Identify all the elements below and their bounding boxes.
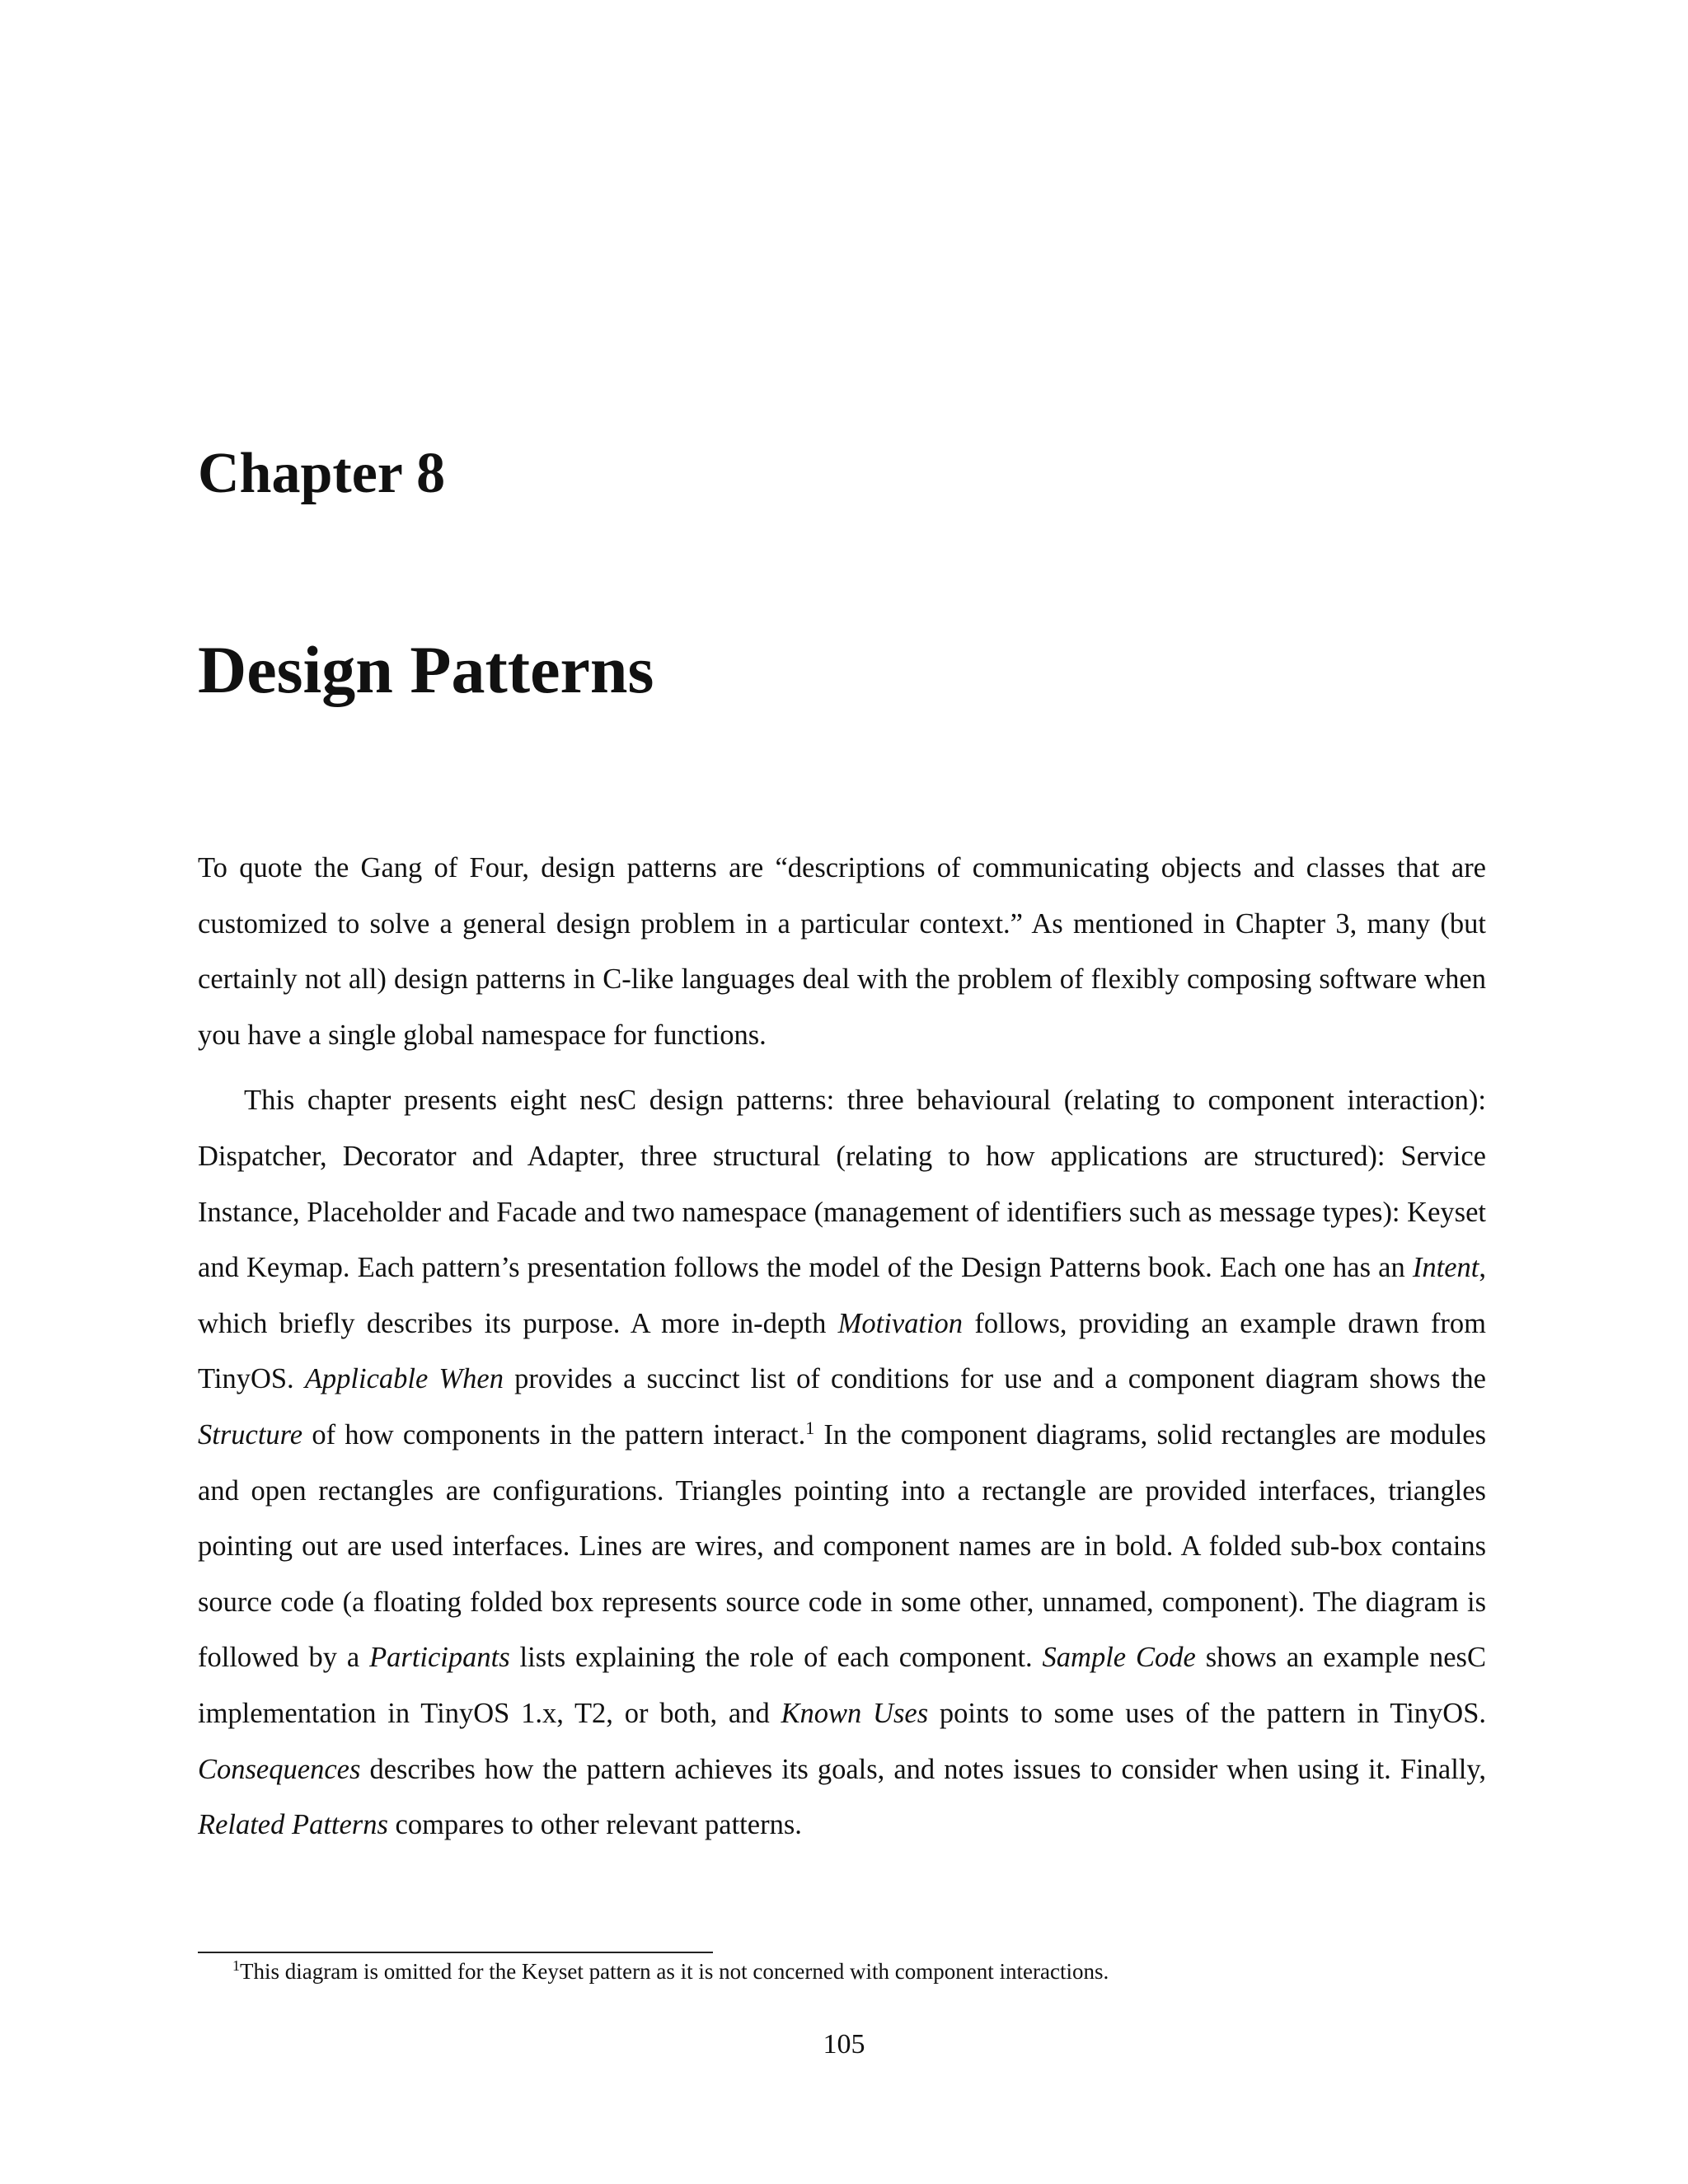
text-run: shows an example nesC implementation in TinyOS 1.x, T2, or both, and: [198, 1642, 1486, 1729]
paragraph-overview: [198, 1073, 1486, 1853]
text-run: points to some uses of the pattern in TinyOS.: [939, 1697, 1487, 1729]
term-related-patterns: Related Patterns: [198, 1809, 388, 1841]
footnote-text: This diagram is omitted for the Keyset pattern as it is not concerned with component interactions.: [240, 1959, 1109, 1984]
text-run: compares to other relevant patterns.: [395, 1809, 802, 1841]
paragraph-intro: To quote the Gang of Four, design patterns are “descriptions of communicating objects and classes that are customized to solve a general design problem in a particular context.” As mentioned in Chapter 3, many (but certainly not all) design patterns in C-like languages deal with the problem of flexibly composing software when you have a single global namespace for functions.: [198, 852, 1486, 1051]
page-number: 105: [823, 2029, 865, 2060]
term-sample-code: Sample Code: [1042, 1642, 1196, 1674]
text-run: In the component diagrams, solid rectangles are modules and open rectangles are configurations. Triangles pointing into a rectangle are provided interfaces, triangles pointing out are used interfaces. Lines are wires, and component names are in bold. A folded sub-box contains source code (a floating folded box represents source code in some other, unnamed, component). The diagram is followed by a: [198, 1418, 1487, 1674]
text-run: , which briefly describes its purpose. A more in-depth: [198, 1252, 1486, 1339]
text-run: of how components in the pattern interact.: [312, 1418, 806, 1451]
chapter-label: Chapter 8: [198, 442, 446, 505]
text-run: provides a succinct list of conditions for use and a component diagram shows the: [514, 1363, 1486, 1395]
term-known-uses: Known Uses: [781, 1697, 929, 1729]
text-run: This chapter presents eight nesC design patterns: three behavioural (relating to component interaction): Dispatcher, Decorator and Adapter, three structural (relating to how applications are structured): Service Instance, Placeholder and Facade and two namespace (management of identifiers such as message types): Keyset and Keymap. Each pattern’s presentation follows the model of the Design Patterns book. Each one has an: [198, 1085, 1486, 1284]
term-structure: Structure: [198, 1418, 303, 1451]
body-text: [198, 841, 1486, 1854]
text-run: follows, providing an example drawn from TinyOS.: [198, 1307, 1486, 1395]
footnote-marker: 1: [232, 1957, 240, 1974]
footnote-divider: [198, 1952, 713, 1953]
footnote: [232, 1955, 1469, 1988]
term-applicable-when: Applicable When: [304, 1363, 504, 1395]
footnote-reference[interactable]: 1: [805, 1417, 815, 1438]
text-run: lists explaining the role of each component.: [519, 1642, 1033, 1674]
term-participants: Participants: [369, 1642, 510, 1674]
chapter-title: Design Patterns: [198, 632, 654, 707]
term-consequences: Consequences: [198, 1753, 361, 1785]
text-run: describes how the pattern achieves its goals, and notes issues to consider when using it. Finally,: [369, 1753, 1487, 1785]
term-intent: Intent: [1412, 1252, 1479, 1284]
term-motivation: Motivation: [837, 1307, 964, 1339]
